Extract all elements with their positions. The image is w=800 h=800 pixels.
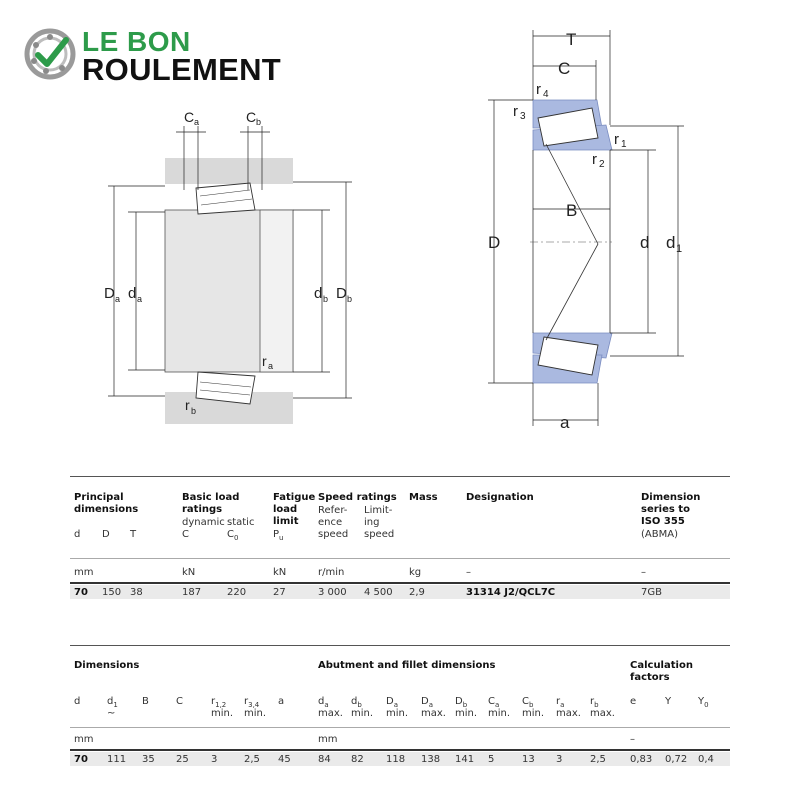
cell-value: 35 [142,754,155,765]
svg-text:a: a [115,294,121,304]
col-header: $Y_0$ [698,696,709,709]
svg-text:b: b [191,406,197,416]
cell-value: 45 [278,754,291,765]
cell-value: 70 [74,754,88,765]
col-header-qualifier: max. [421,708,446,719]
label-Da: D [104,285,115,302]
col-header: $d_1$ [107,696,118,709]
cell-value: 13 [522,754,535,765]
svg-text:b: b [256,117,262,127]
label-ra: r [262,353,267,369]
label-ca: C [184,109,195,125]
col-header: $C_b$ [522,696,534,709]
svg-text:b: b [323,294,329,304]
cell-value: 3 [211,754,218,765]
col-header: $D_a$ [421,696,433,709]
label-db: d [314,285,323,302]
label-r2: r [592,151,597,168]
col-header: C [176,696,183,707]
label-r4: r [536,81,541,98]
col-header-qualifier: max. [318,708,343,719]
cell-value: 141 [455,754,475,765]
col-header: Y [665,696,672,707]
bearing-section-drawing [480,20,700,435]
label-da: d [128,285,137,302]
svg-text:1: 1 [676,243,683,255]
logo-line1: LE BON [82,26,191,57]
label-D: D [488,233,501,252]
col-header: $r_{3,4}$ [244,696,260,709]
cell-value: 25 [176,754,189,765]
cell-value: 5 [488,754,495,765]
col-header: $D_b$ [455,696,468,709]
col-header: $C_a$ [488,696,500,709]
cell-value: 118 [386,754,406,765]
label-C: C [558,59,571,78]
cell-value: 111 [107,754,127,765]
col-header-qualifier: ~ [107,708,116,719]
svg-text:a: a [194,117,200,127]
col-header-qualifier: min. [455,708,478,719]
col-header-qualifier: max. [556,708,581,719]
col-header-qualifier: min. [244,708,267,719]
product-row [70,585,730,599]
svg-text:1: 1 [621,139,627,150]
cell-value: 2,5 [244,754,260,765]
col-header: B [142,696,149,707]
label-r3: r [513,103,518,120]
label-cb: C [246,109,257,125]
upper-bearing [196,183,255,214]
cell-value: 82 [351,754,364,765]
label-Db: D [336,285,347,302]
col-header-qualifier: min. [211,708,234,719]
col-header: d [74,696,81,707]
label-rb: r [185,397,190,413]
logo-line2: ROULEMENT [82,52,282,87]
h-principal-1: Principal [74,492,124,503]
svg-text:4: 4 [543,89,549,100]
label-B: B [566,201,578,220]
col-header: e [630,696,637,707]
col-header: $r_a$ [556,696,565,709]
svg-text:b: b [347,294,353,304]
h-principal-2: dimensions [74,504,139,515]
col-header: $r_{1,2}$ [211,696,227,709]
cell-value: 84 [318,754,331,765]
col-header: $r_b$ [590,696,599,709]
cell-value: 0,83 [630,754,653,765]
col-header-qualifier: min. [386,708,409,719]
col-header-qualifier: min. [488,708,511,719]
col-header: $d_a$ [318,696,329,709]
col-header: $d_b$ [351,696,362,709]
cell-value: 0,4 [698,754,714,765]
lower-bearing [196,372,255,404]
cell-value: 138 [421,754,441,765]
bearing-check-icon [24,28,76,80]
cell-value: 3 [556,754,563,765]
col-header: $D_a$ [386,696,398,709]
h-basic-1: Basic load [182,492,240,503]
label-a: a [560,413,570,432]
svg-text:a: a [268,361,274,371]
label-d: d [640,233,650,252]
cell-value: 0,72 [665,754,688,765]
col-header: a [278,696,285,707]
col-header-qualifier: max. [590,708,615,719]
svg-text:2: 2 [599,159,605,170]
svg-text:3: 3 [520,111,526,122]
label-T: T [566,30,577,49]
label-r1: r [614,131,619,148]
designation-code: 31314 J2/QCL7C [466,587,556,598]
col-header-qualifier: min. [351,708,374,719]
col-header-qualifier: min. [522,708,545,719]
cell-value: 2,5 [590,754,606,765]
mounting-drawing [100,100,360,430]
label-d1: d [666,233,676,252]
h-basic-2: ratings [182,504,223,515]
svg-text:a: a [137,294,143,304]
